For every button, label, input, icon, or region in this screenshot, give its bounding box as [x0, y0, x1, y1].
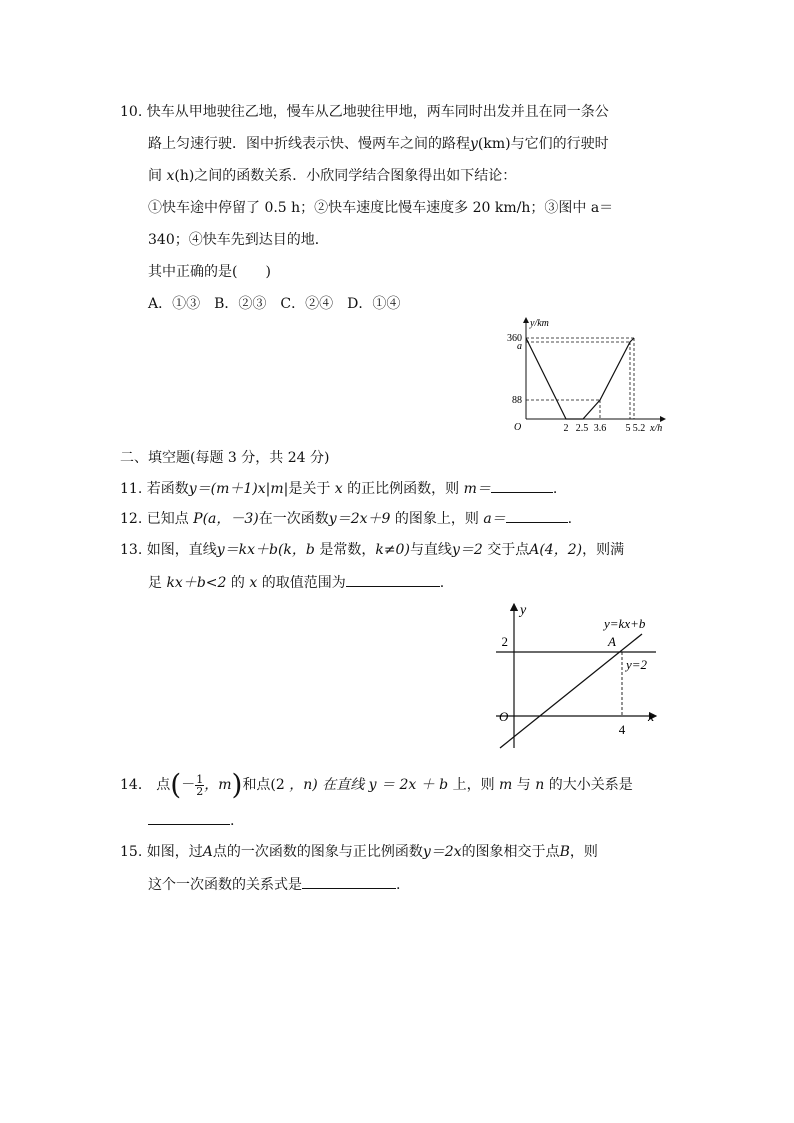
- q10-text: (km)与它们的行驶时: [477, 136, 609, 152]
- q10-conclusions: ①快车途中停留了 0.5 h；②快车速度比慢车速度多 20 km/h；③图中 a＝: [148, 200, 614, 216]
- q10-conclusions-end: 340；④快车先到达目的地．: [148, 232, 329, 248]
- q10-option-list: A．①③ B．②③ C．②④ D．①④: [148, 296, 401, 312]
- q12-text: 已知点: [146, 511, 189, 527]
- x-axis-label: x/h: [650, 423, 663, 434]
- q13-text: 足: [148, 575, 162, 591]
- q14-minus: －: [181, 777, 196, 793]
- q15-period: .: [396, 877, 401, 893]
- q10-line1: [120, 102, 609, 122]
- q15-formula: y＝2x: [422, 844, 462, 860]
- q12-point: P(a，－3): [193, 511, 259, 527]
- q13-formula: y＝kx＋b(k，b: [216, 542, 315, 558]
- q12-formula: y＝2x＋9: [328, 511, 391, 527]
- q11: [120, 478, 557, 499]
- y-tick-360: 360: [507, 333, 522, 344]
- q14-m: ，m: [204, 777, 232, 793]
- y-tick-a: a: [517, 341, 522, 352]
- q15-point-a: A: [202, 844, 213, 860]
- q13-period: .: [439, 575, 445, 591]
- q14-period: .: [230, 813, 235, 829]
- q15-line1: [120, 842, 598, 862]
- q13-text: 的取值范围为: [261, 575, 346, 591]
- q14-line2: [148, 810, 234, 831]
- q12-answer-prefix: a＝: [483, 511, 506, 527]
- q10-text-line1: 快车从甲地驶往乙地，慢车从乙地驶往甲地，两车同时出发并且在同一条公: [146, 104, 609, 120]
- q14-number: 14．: [120, 777, 152, 793]
- q10-var-y: y: [470, 136, 478, 152]
- distance-time-graph: [500, 312, 675, 437]
- q10-line2: [148, 134, 609, 154]
- y-axis-label: y/km: [530, 318, 549, 329]
- q11-answer-prefix: m＝: [463, 481, 491, 497]
- q13-text: 的: [230, 575, 245, 591]
- x-tick-4: 4: [618, 722, 626, 737]
- q12-period: .: [567, 511, 573, 527]
- q13-text: 是常数，: [319, 542, 376, 558]
- q11-var: x: [334, 481, 343, 497]
- q14-text: 和点(2: [242, 777, 285, 793]
- q14-var-n: n: [535, 777, 545, 793]
- q14-fraction: [195, 774, 204, 797]
- q13-cond: k≠0): [375, 542, 410, 558]
- origin-label: O: [514, 422, 522, 433]
- q14-text: 点: [156, 777, 171, 793]
- q14-line1: [120, 770, 633, 800]
- q12-answer-blank[interactable]: [506, 508, 568, 523]
- frac-numerator: 1: [196, 772, 204, 786]
- q10-text: (h)之间的函数关系．小欣同学结合图象得出如下结论：: [174, 168, 517, 184]
- point-a-label: A: [608, 634, 616, 649]
- q10-number: 10.: [120, 104, 143, 120]
- frac-denominator: 2: [196, 784, 204, 798]
- q15-text: 这个一次函数的关系式是: [148, 877, 302, 893]
- y-tick-2: 2: [501, 634, 508, 649]
- q13-text: 与直线: [409, 542, 452, 558]
- q15-text: ，则: [569, 844, 598, 860]
- q12-text: 的图象上，则: [394, 511, 479, 527]
- q14-var-m: m: [499, 777, 513, 793]
- x-tick-5: 5: [625, 423, 631, 434]
- q12-number: 12.: [120, 511, 143, 527]
- section-2-title: [120, 448, 329, 468]
- q14-text: 与: [512, 777, 536, 793]
- q11-answer-blank[interactable]: [491, 478, 553, 493]
- q13-inequality: kx＋b<2: [166, 575, 227, 591]
- intersection-graph: [494, 600, 666, 752]
- q10-text: 间: [148, 168, 162, 184]
- q14-text: 的大小关系是: [544, 777, 633, 793]
- q10-options: [148, 294, 400, 314]
- q11-number: 11.: [120, 481, 143, 497]
- q10-text: 路上匀速行驶．图中折线表示快、慢两车之间的路程: [148, 136, 470, 152]
- q11-formula: y＝(m＋1)x|m|: [188, 481, 289, 497]
- q10-line3: [148, 166, 516, 186]
- q14-answer-blank[interactable]: [148, 810, 230, 825]
- y2-line-label: y=2: [626, 657, 648, 672]
- x-tick-2: 2: [563, 423, 569, 434]
- q15-text: 的图象相交于点: [461, 844, 560, 860]
- q13-text: 如图，直线: [146, 542, 217, 558]
- q14-point-n: ，n) 在直线: [289, 777, 365, 793]
- q10-line4: [148, 198, 613, 218]
- q13-line1: [120, 540, 624, 560]
- q15-line2: [148, 874, 400, 895]
- q15-answer-blank[interactable]: [302, 874, 396, 889]
- x-tick-5.2: 5.2: [632, 423, 646, 434]
- q11-text: 若函数: [146, 481, 189, 497]
- q13-answer-blank[interactable]: [346, 572, 440, 587]
- distance-polyline: [526, 338, 634, 419]
- q10-line6: [148, 262, 271, 282]
- x-axis-label: x: [648, 710, 655, 725]
- q14-formula: y ＝ 2x ＋ b: [368, 777, 449, 793]
- q13-text: 交于点: [487, 542, 530, 558]
- q10-prompt: 其中正确的是( ): [148, 264, 271, 280]
- q15-text: 点的一次函数的图象与正比例函数: [212, 844, 423, 860]
- q12: [120, 508, 572, 529]
- q11-text: 的正比例函数，则: [347, 481, 460, 497]
- q15-number: 15.: [120, 844, 143, 860]
- section-title: 二、填空题(每题 3 分，共 24 分): [120, 450, 330, 466]
- q10-var-x: x: [166, 168, 175, 184]
- origin-label: O: [499, 709, 509, 724]
- kx-b-label: y=kx+b: [604, 616, 646, 631]
- q13-number: 13.: [120, 542, 143, 558]
- q13-var: x: [249, 575, 258, 591]
- left-paren: (: [170, 768, 182, 801]
- y-axis-label: y: [520, 603, 527, 618]
- q15-point-b: B: [559, 844, 570, 860]
- q10-line5: [148, 230, 329, 250]
- q14-text: 上，则: [448, 777, 495, 793]
- q11-period: .: [552, 481, 558, 497]
- x-tick-2.5: 2.5: [575, 423, 589, 434]
- q11-text: 是关于: [288, 481, 331, 497]
- q13-line2: [148, 572, 444, 593]
- x-tick-3.6: 3.6: [593, 423, 607, 434]
- q13-point: A(4，2): [529, 542, 583, 558]
- q15-text: 如图，过: [146, 844, 203, 860]
- q13-line: y＝2: [451, 542, 483, 558]
- right-paren: ): [231, 768, 243, 801]
- q13-text: ，则满: [582, 542, 625, 558]
- y-tick-88: 88: [512, 395, 522, 406]
- q12-text: 在一次函数: [258, 511, 329, 527]
